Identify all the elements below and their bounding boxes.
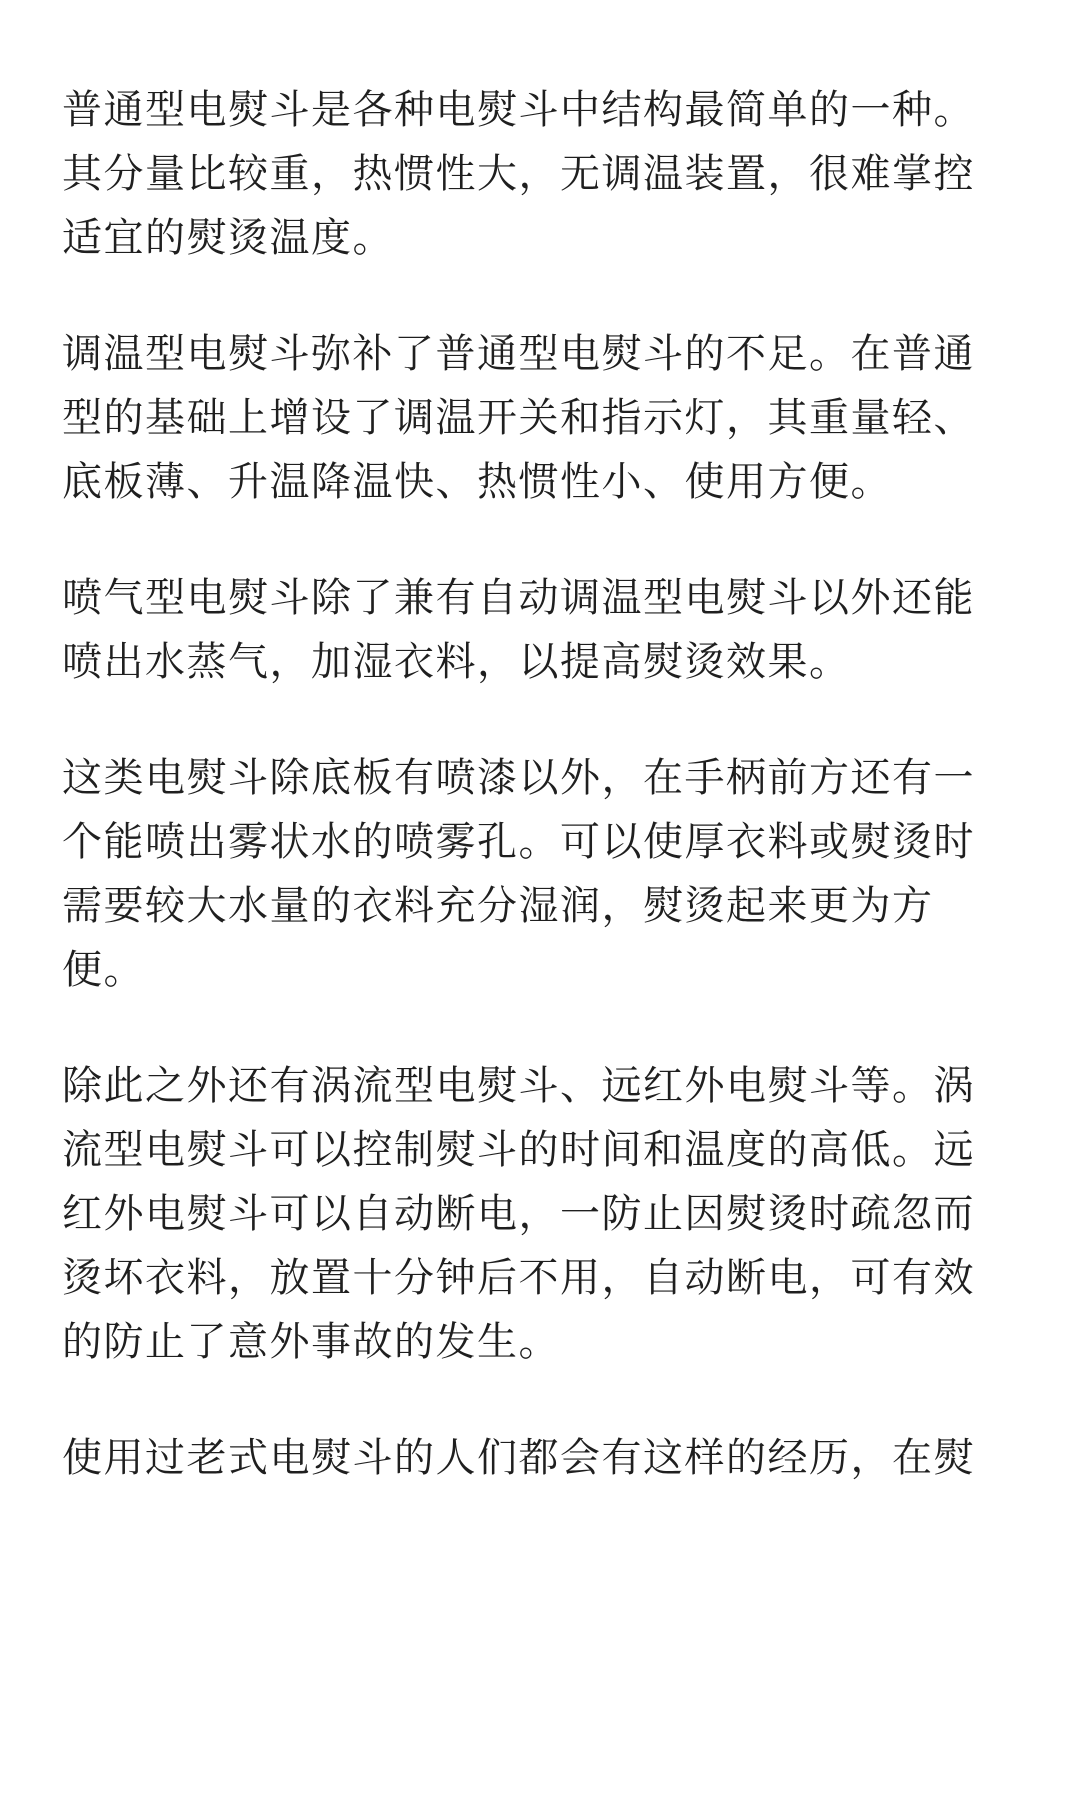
paragraph-3 [62, 566, 1032, 694]
text-line: 便。 [62, 947, 145, 993]
text-line: 调温型电熨斗弥补了普通型电熨斗的不足。在普通 [62, 331, 975, 377]
paragraph-5 [62, 1054, 1032, 1374]
text-line: 底板薄、升温降温快、热惯性小、使用方便。 [62, 459, 892, 505]
text-line: 适宜的熨烫温度。 [62, 215, 394, 261]
text-line: 这类电熨斗除底板有喷漆以外，在手柄前方还有一 [62, 755, 975, 801]
paragraph-4 [62, 746, 1032, 1002]
text-line: 喷出水蒸气，加湿衣料，以提高熨烫效果。 [62, 639, 851, 685]
text-line: 除此之外还有涡流型电熨斗、远红外电熨斗等。涡 [62, 1063, 975, 1109]
article-body [62, 78, 1032, 1542]
text-line: 个能喷出雾状水的喷雾孔。可以使厚衣料或熨烫时 [62, 819, 975, 865]
text-line: 普通型电熨斗是各种电熨斗中结构最简单的一种。 [62, 87, 975, 133]
text-line: 使用过老式电熨斗的人们都会有这样的经历，在熨 [62, 1435, 975, 1481]
text-line: 需要较大水量的衣料充分湿润，熨烫起来更为方 [62, 883, 934, 929]
paragraph-1 [62, 78, 1032, 270]
text-line: 的防止了意外事故的发生。 [62, 1319, 560, 1365]
text-line: 流型电熨斗可以控制熨斗的时间和温度的高低。远 [62, 1127, 975, 1173]
text-line: 喷气型电熨斗除了兼有自动调温型电熨斗以外还能 [62, 575, 975, 621]
text-line: 烫坏衣料，放置十分钟后不用，自动断电，可有效 [62, 1255, 975, 1301]
text-line: 其分量比较重，热惯性大，无调温装置，很难掌控 [62, 151, 975, 197]
paragraph-2 [62, 322, 1032, 514]
text-line: 型的基础上增设了调温开关和指示灯，其重量轻、 [62, 395, 975, 441]
text-line: 红外电熨斗可以自动断电，一防止因熨烫时疏忽而 [62, 1191, 975, 1237]
paragraph-6 [62, 1426, 1032, 1490]
